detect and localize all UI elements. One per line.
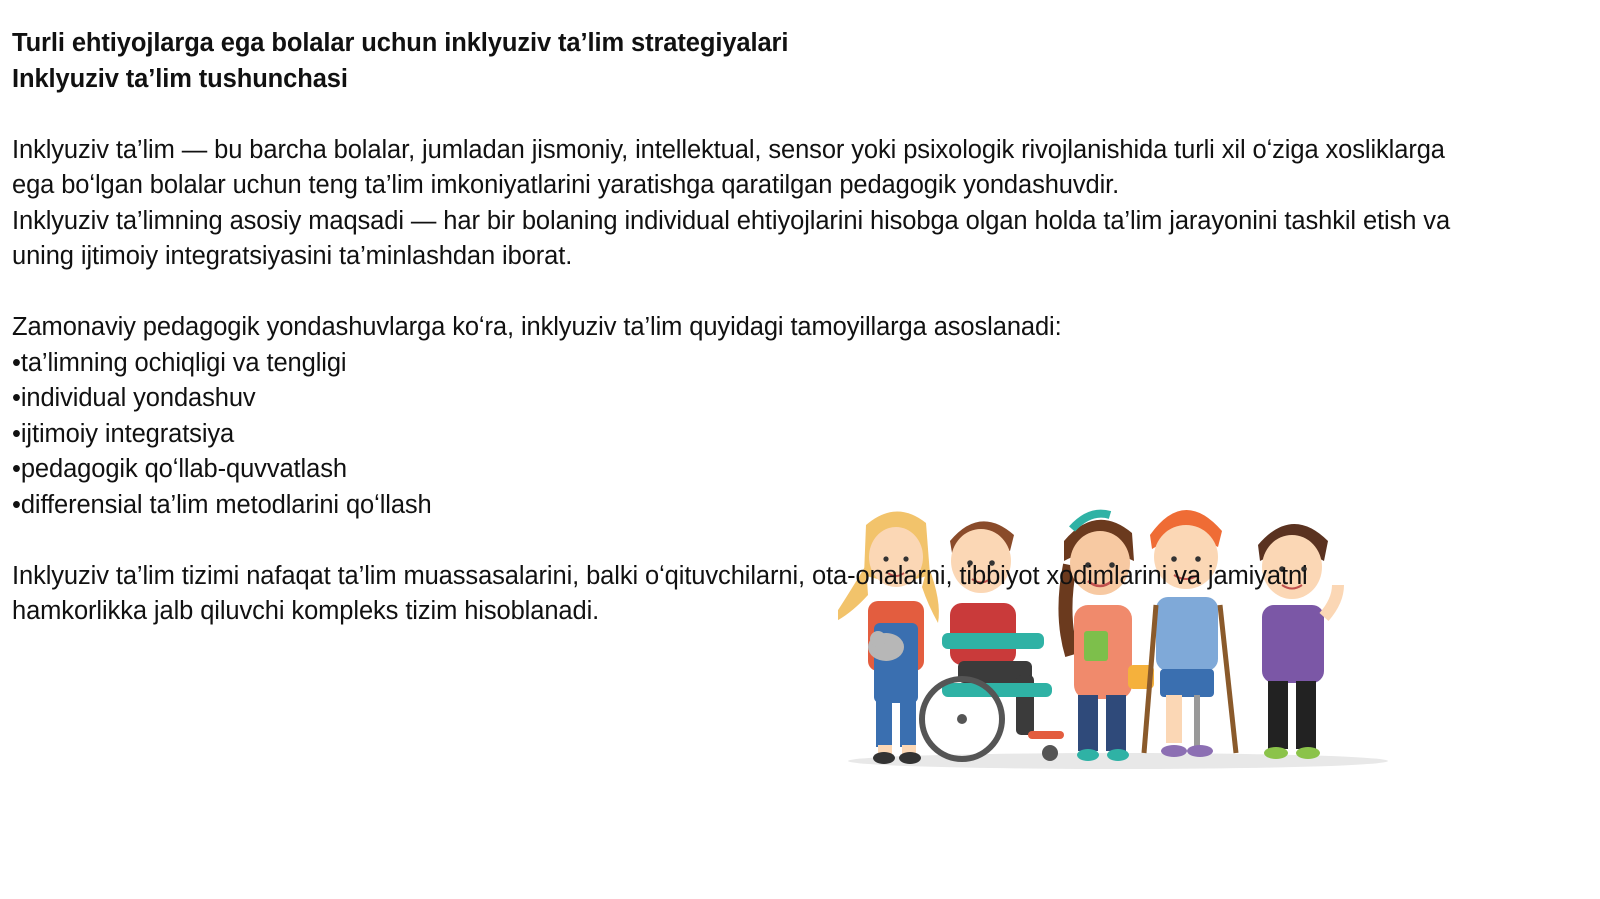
principles-list	[12, 346, 1592, 524]
definition-line-2: ega boʻlgan bolalar uchun teng ta’lim imkoniyatlarini yaratishga qaratilgan pedagogik yondashuvdir.	[12, 171, 1120, 199]
list-item: • pedagogik qoʻllab-quvvatlash	[12, 452, 1592, 488]
spacer	[12, 97, 1592, 133]
spacer	[12, 523, 1592, 559]
slide-subtitle: Inklyuziv ta’lim tushunchasi	[12, 64, 348, 93]
list-item: • ta’limning ochiqligi va tengligi	[12, 346, 1592, 382]
definition-line-1: Inklyuziv ta’lim — bu barcha bolalar, jumladan jismoniy, intellektual, sensor yoki psixologik rivojlanishida turli xil oʻziga xosliklarga	[12, 135, 1445, 164]
spacer	[12, 275, 1592, 311]
list-item: • individual yondashuv	[12, 381, 1592, 417]
goal-line-2: uning ijtimoiy integratsiyasini ta’minlashdan iborat.	[12, 242, 573, 270]
conclusion-line-2: hamkorlikka jalb qiluvchi kompleks tizim hisoblanadi.	[12, 597, 600, 625]
conclusion-line-1: Inklyuziv ta’lim tizimi nafaqat ta’lim muassasalarini, balki oʻqituvchilarni, ota-onalarni, tibbiyot xodimlarini va jamiyatni	[12, 561, 1308, 590]
slide-title: Turli ehtiyojlarga ega bolalar uchun inklyuziv ta’lim strategiyalari	[12, 29, 789, 57]
list-item: • differensial ta’lim metodlarini qoʻllash	[12, 488, 1592, 524]
goal-line-1: Inklyuziv ta’limning asosiy maqsadi — har bir bolaning individual ehtiyojlarini hisobga olgan holda ta’lim jarayonini tashkil etish va	[12, 206, 1451, 235]
slide-text	[12, 26, 1592, 630]
principles-intro: Zamonaviy pedagogik yondashuvlarga koʻra, inklyuziv ta’lim quyidagi tamoyillarga asoslanadi:	[12, 313, 1062, 341]
list-item: • ijtimoiy integratsiya	[12, 417, 1592, 453]
